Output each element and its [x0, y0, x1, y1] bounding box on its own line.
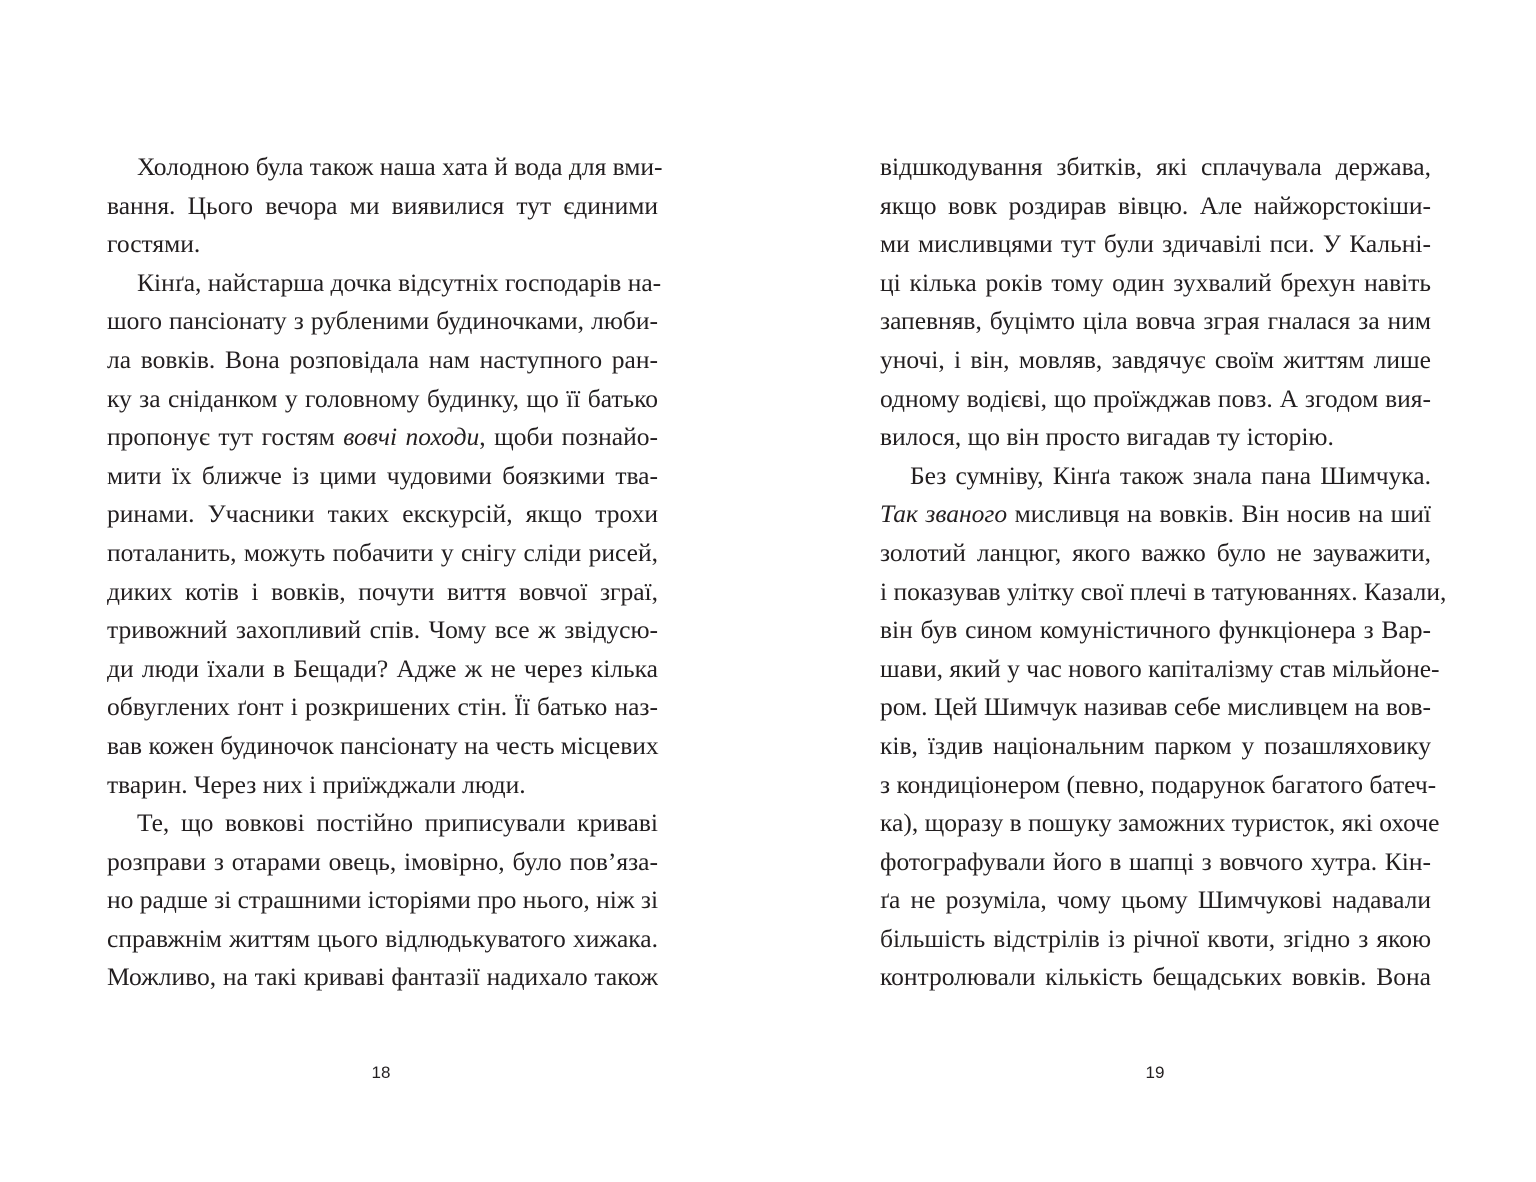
- text-line: шого пансіонату з рубленими будиночками, люби-: [107, 306, 658, 336]
- text-line: обвуглених ґонт і розкришених стін. Її батько наз-: [107, 692, 658, 722]
- text-segment: , щоби познайо-: [479, 422, 658, 452]
- left-page-text: [107, 148, 663, 997]
- text-line: поталанить, можуть побачити у снігу сліди рисей,: [107, 537, 658, 567]
- text-segment: пропонує тут гостям: [107, 422, 335, 452]
- text-line: вання. Цього вечора ми виявилися тут єдиними: [107, 190, 658, 220]
- text-line: ку за сніданком у головному будинку, що її батько: [107, 383, 658, 413]
- text-line: [880, 495, 1431, 534]
- text-line: контролювали кількість бещадських вовків. Вона: [880, 962, 1431, 992]
- text-line: ґа не розуміла, чому цьому Шимчукові надавали: [880, 885, 1431, 915]
- text-line: гостями.: [107, 229, 201, 259]
- text-line: і показував улітку свої плечі в татуюваннях. Казали,: [880, 576, 1447, 606]
- text-line: одному водієві, що проїжджав повз. А згодом вия-: [880, 383, 1431, 413]
- text-line: тривожний захопливий спів. Чому все ж звідусю-: [107, 615, 658, 645]
- text-line: якщо вовк роздирав вівцю. Але найжорстокіши-: [880, 190, 1431, 220]
- text-line: [107, 418, 658, 457]
- text-line: Можливо, на такі криваві фантазії надихало також: [107, 962, 658, 992]
- text-line: ми мисливцями тут були здичавілі пси. У Кальні-: [880, 229, 1431, 259]
- text-line: Те, що вовкові постійно приписували криваві: [137, 808, 658, 838]
- italic-phrase: вовчі походи: [343, 422, 480, 452]
- text-segment: мисливця на вовків. Він носив на шиї: [1007, 499, 1431, 529]
- text-line: диких котів і вовків, почути виття вовчої зграї,: [107, 576, 658, 606]
- text-line: ром. Цей Шимчук називав себе мисливцем на вов-: [880, 692, 1431, 722]
- text-line: ди люди їхали в Бещади? Адже ж не через кілька: [107, 653, 658, 683]
- text-line: тварин. Через них і приїжджали люди.: [107, 769, 526, 799]
- page-number: 18: [371, 1063, 391, 1082]
- text-line: Без сумніву, Кінґа також знала пана Шимчука.: [910, 460, 1431, 490]
- text-line: но радше зі страшними історіями про нього, ніж зі: [107, 885, 659, 915]
- text-line: запевняв, буцімто ціла вовча зграя гналася за ним: [880, 306, 1431, 336]
- text-line: фотографували його в шапці з вовчого хутра. Кін-: [880, 846, 1431, 876]
- text-line: золотий ланцюг, якого важко було не зауважити,: [880, 537, 1431, 567]
- page-number: 19: [1145, 1063, 1165, 1082]
- text-line: розправи з отарами овець, імовірно, було пов’яза-: [107, 846, 658, 876]
- text-line: ці кілька років тому один зухвалий брехун навіть: [880, 267, 1431, 297]
- text-line: ла вовків. Вона розповідала нам наступного ран-: [107, 344, 658, 374]
- right-page: [768, 0, 1536, 1182]
- text-line: вав кожен будиночок пансіонату на честь місцевих: [107, 730, 659, 760]
- text-line: більшість відстрілів із річної квоти, згідно з якою: [880, 923, 1431, 953]
- text-line: відшкодування збитків, які сплачувала держава,: [880, 152, 1431, 181]
- text-line: він був сином комуністичного функціонера з Вар-: [880, 615, 1431, 645]
- text-line: шави, який у час нового капіталізму став мільйоне-: [880, 653, 1440, 683]
- text-line: вилося, що він просто вигадав ту історію.: [880, 422, 1334, 452]
- right-page-text: [880, 148, 1447, 997]
- text-line: Холодною була також наша хата й вода для вми-: [137, 152, 663, 181]
- text-line: ринами. Учасники таких екскурсій, якщо трохи: [107, 499, 658, 529]
- text-line: уночі, і він, мовляв, завдячує своїм життям лише: [880, 344, 1431, 374]
- text-line: ка), щоразу в пошуку заможних туристок, які охоче: [880, 808, 1440, 838]
- text-line: справжнім життям цього відлюдькуватого хижака.: [107, 923, 658, 953]
- italic-phrase: Так званого: [880, 499, 1008, 529]
- text-line: ків, їздив національним парком у позашляховику: [880, 730, 1431, 760]
- text-line: з кондиціонером (певно, подарунок багатого батеч-: [880, 769, 1437, 799]
- text-line: мити їх ближче із цими чудовими боязкими тва-: [107, 460, 658, 490]
- text-line: Кінґа, найстарша дочка відсутніх господарів на-: [137, 267, 662, 297]
